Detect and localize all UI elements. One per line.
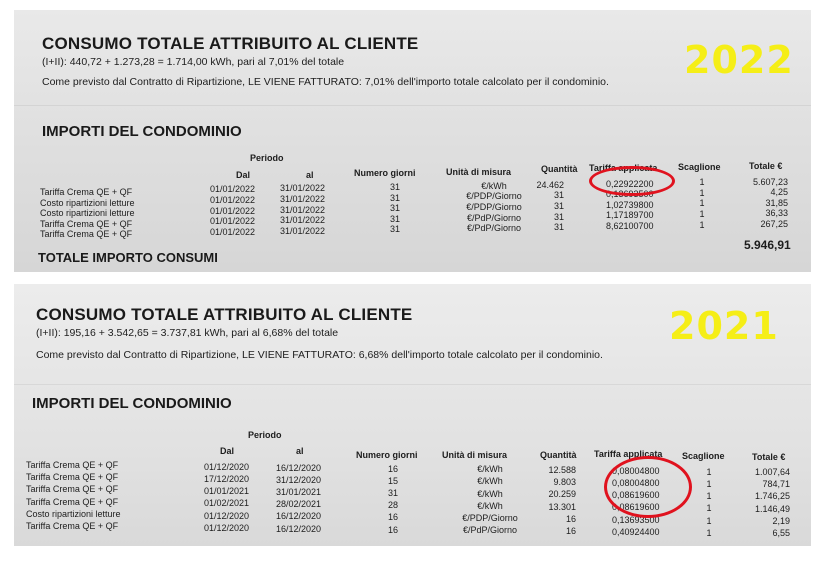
cell-scaglione: 1 — [706, 515, 712, 526]
cell-giorni: 28 — [387, 500, 398, 511]
header-totale: Totale € — [752, 452, 786, 462]
cell-descrizione: Tariffa Crema QE + QF — [26, 496, 119, 507]
cell-tariffa: 0,13693500 — [612, 514, 660, 525]
cell-al: 16/12/2020 — [276, 462, 322, 473]
year-label: 2022 — [684, 38, 794, 82]
cell-dal: 01/01/2022 — [210, 184, 256, 195]
cell-giorni: 16 — [387, 512, 398, 523]
cell-dal: 01/01/2022 — [210, 226, 256, 237]
cell-tariffa: 0,08619600 — [612, 490, 660, 501]
cell-giorni: 31 — [389, 203, 400, 214]
cell-scaglione: 1 — [699, 209, 705, 220]
cell-unita: €/kWh — [477, 488, 503, 499]
cell-descrizione: Tariffa Crema QE + QF — [26, 484, 119, 495]
cell-tariffa: 1,17189700 — [606, 210, 654, 221]
cell-unita: €/kWh — [477, 500, 503, 511]
cell-tariffa: 0,13693500 — [606, 189, 654, 200]
header-periodo: Periodo — [250, 153, 284, 163]
formula-consumo: (I+II): 440,72 + 1.273,28 = 1.714,00 kWh, pari al 7,01% del totale — [42, 56, 345, 68]
cell-scaglione: 1 — [699, 177, 705, 188]
highlight-circle — [604, 456, 692, 518]
cell-scaglione: 1 — [706, 503, 712, 514]
header-scaglione: Scaglione — [678, 162, 721, 172]
cell-al: 31/01/2022 — [280, 215, 326, 226]
cell-quantita: 24.462 — [536, 179, 564, 190]
cell-giorni: 31 — [387, 487, 398, 498]
year-label: 2021 — [669, 304, 779, 348]
cell-scaglione: 1 — [699, 198, 705, 209]
cell-descrizione: Costo ripartizioni letture — [40, 197, 135, 208]
cell-quantita: 31 — [553, 190, 564, 201]
cell-totale: 2,19 — [772, 515, 790, 526]
cell-descrizione: Tariffa Crema QE + QF — [40, 229, 133, 240]
cell-descrizione: Tariffa Crema QE + QF — [26, 521, 119, 531]
cell-al: 16/12/2020 — [276, 511, 322, 522]
cell-dal: 01/12/2020 — [204, 522, 250, 533]
total-value: 5.946,91 — [744, 238, 791, 252]
cell-tariffa: 0,40924400 — [612, 526, 660, 537]
cell-totale: 1.007,64 — [754, 467, 790, 478]
contract-note: Come previsto dal Contratto di Ripartizione, LE VIENE FATTURATO: 6,68% dell'importo totale calcolato per il condominio. — [36, 349, 603, 361]
cell-unita: €/kWh — [477, 476, 503, 487]
header-dal: Dal — [220, 446, 235, 456]
cell-al: 16/12/2020 — [276, 523, 322, 534]
cell-descrizione: Tariffa Crema QE + QF — [40, 218, 133, 229]
cell-scaglione: 1 — [706, 466, 712, 477]
cell-unita: €/PdP/Giorno — [462, 525, 518, 536]
cell-giorni: 31 — [389, 224, 400, 235]
cell-quantita: 16 — [565, 526, 576, 536]
cell-al: 31/01/2022 — [280, 225, 326, 236]
cell-totale: 4,25 — [770, 187, 788, 198]
cell-dal: 01/01/2021 — [204, 486, 250, 497]
cell-tariffa: 0,08619600 — [612, 502, 660, 513]
cell-giorni: 16 — [387, 463, 398, 474]
cell-totale: 1.746,25 — [754, 491, 790, 502]
cell-quantita: 9.803 — [553, 477, 576, 488]
cell-al: 31/12/2020 — [276, 474, 322, 485]
section-importi: IMPORTI DEL CONDOMINIO — [32, 395, 232, 412]
cell-totale: 267,25 — [760, 219, 788, 230]
cell-unita: €/PDP/Giorno — [462, 513, 518, 524]
header-scaglione: Scaglione — [682, 451, 725, 461]
header-numero-giorni: Numero giorni — [354, 168, 416, 178]
cell-quantita: 12.588 — [548, 465, 576, 475]
cell-totale: 6,55 — [772, 528, 790, 539]
cell-scaglione: 1 — [706, 527, 712, 538]
cell-tariffa: 0,08004800 — [612, 465, 660, 476]
cell-al: 31/01/2021 — [276, 486, 322, 497]
highlight-circle — [589, 166, 675, 196]
cell-totale: 5.607,23 — [752, 176, 788, 187]
cell-unita: €/PdP/Giorno — [466, 212, 522, 223]
cell-tariffa: 0,08004800 — [612, 478, 660, 489]
section-importi: IMPORTI DEL CONDOMINIO — [42, 123, 242, 140]
invoice-photo-2022 — [14, 10, 811, 272]
cell-unita: €/kWh — [477, 464, 503, 475]
cell-al: 31/01/2022 — [280, 183, 326, 194]
formula-consumo: (I+II): 195,16 + 3.542,65 = 3.737,81 kWh, pari al 6,68% del totale — [36, 327, 339, 339]
cell-quantita: 16 — [565, 513, 576, 524]
header-al: al — [306, 170, 314, 180]
invoice-photo-2021 — [14, 284, 811, 546]
cell-tariffa: 8,62100700 — [606, 220, 654, 231]
title-consumo-totale: CONSUMO TOTALE ATTRIBUITO AL CLIENTE — [42, 34, 419, 53]
cell-al: 31/01/2022 — [280, 204, 326, 215]
title-consumo-totale: CONSUMO TOTALE ATTRIBUITO AL CLIENTE — [36, 305, 413, 324]
cell-giorni: 31 — [389, 181, 400, 192]
header-quantita: Quantità — [540, 450, 577, 460]
cell-scaglione: 1 — [699, 187, 705, 198]
header-unita: Unità di misura — [442, 450, 508, 460]
cell-tariffa: 0,22922200 — [606, 178, 654, 189]
header-tariffa: Tariffa applicata — [589, 163, 658, 173]
cell-giorni: 15 — [387, 475, 398, 486]
header-quantita: Quantità — [541, 164, 578, 174]
cell-quantita: 20.259 — [548, 489, 576, 500]
cell-giorni: 31 — [389, 192, 400, 203]
cell-descrizione: Tariffa Crema QE + QF — [40, 187, 133, 197]
contract-note: Come previsto dal Contratto di Ripartizione, LE VIENE FATTURATO: 7,01% dell'importo totale calcolato per il condominio. — [42, 76, 609, 88]
cell-dal: 01/12/2020 — [204, 510, 250, 521]
cell-al: 31/01/2022 — [280, 194, 326, 204]
cell-scaglione: 1 — [706, 491, 712, 502]
cell-quantita: 31 — [553, 211, 564, 222]
cell-unita: €/PdP/Giorno — [466, 223, 522, 234]
cell-dal: 01/01/2022 — [210, 216, 256, 227]
total-label: TOTALE IMPORTO CONSUMI — [38, 250, 218, 265]
cell-descrizione: Costo ripartizioni letture — [40, 208, 135, 219]
cell-unita: €/kWh — [481, 180, 507, 191]
cell-quantita: 13.301 — [548, 501, 576, 512]
cell-quantita: 31 — [553, 201, 564, 212]
header-tariffa: Tariffa applicata — [594, 449, 663, 459]
header-numero-giorni: Numero giorni — [356, 450, 418, 460]
header-totale: Totale € — [749, 161, 783, 171]
cell-quantita: 31 — [553, 222, 564, 233]
cell-totale: 36,33 — [765, 208, 788, 219]
header-periodo: Periodo — [248, 430, 282, 440]
header-al: al — [296, 446, 304, 456]
cell-totale: 784,71 — [762, 479, 790, 490]
cell-dal: 01/01/2022 — [210, 205, 256, 216]
cell-tariffa: 1,02739800 — [606, 199, 654, 210]
cell-unita: €/PDP/Giorno — [466, 191, 522, 202]
header-unita: Unità di misura — [446, 167, 512, 177]
cell-giorni: 31 — [389, 213, 400, 224]
cell-dal: 01/12/2020 — [204, 461, 250, 472]
cell-descrizione: Costo ripartizioni letture — [26, 508, 121, 519]
cell-totale: 31,85 — [765, 197, 788, 208]
cell-dal: 01/01/2022 — [210, 195, 256, 206]
cell-giorni: 16 — [387, 524, 398, 535]
cell-descrizione: Tariffa Crema QE + QF — [26, 472, 119, 483]
cell-scaglione: 1 — [699, 219, 705, 230]
header-dal: Dal — [236, 170, 251, 180]
cell-al: 28/02/2021 — [276, 499, 322, 510]
cell-scaglione: 1 — [706, 478, 712, 489]
cell-descrizione: Tariffa Crema QE + QF — [26, 460, 119, 470]
cell-totale: 1.146,49 — [754, 503, 790, 514]
cell-dal: 17/12/2020 — [204, 473, 250, 484]
cell-unita: €/PDP/Giorno — [466, 201, 522, 212]
cell-dal: 01/02/2021 — [204, 498, 250, 509]
